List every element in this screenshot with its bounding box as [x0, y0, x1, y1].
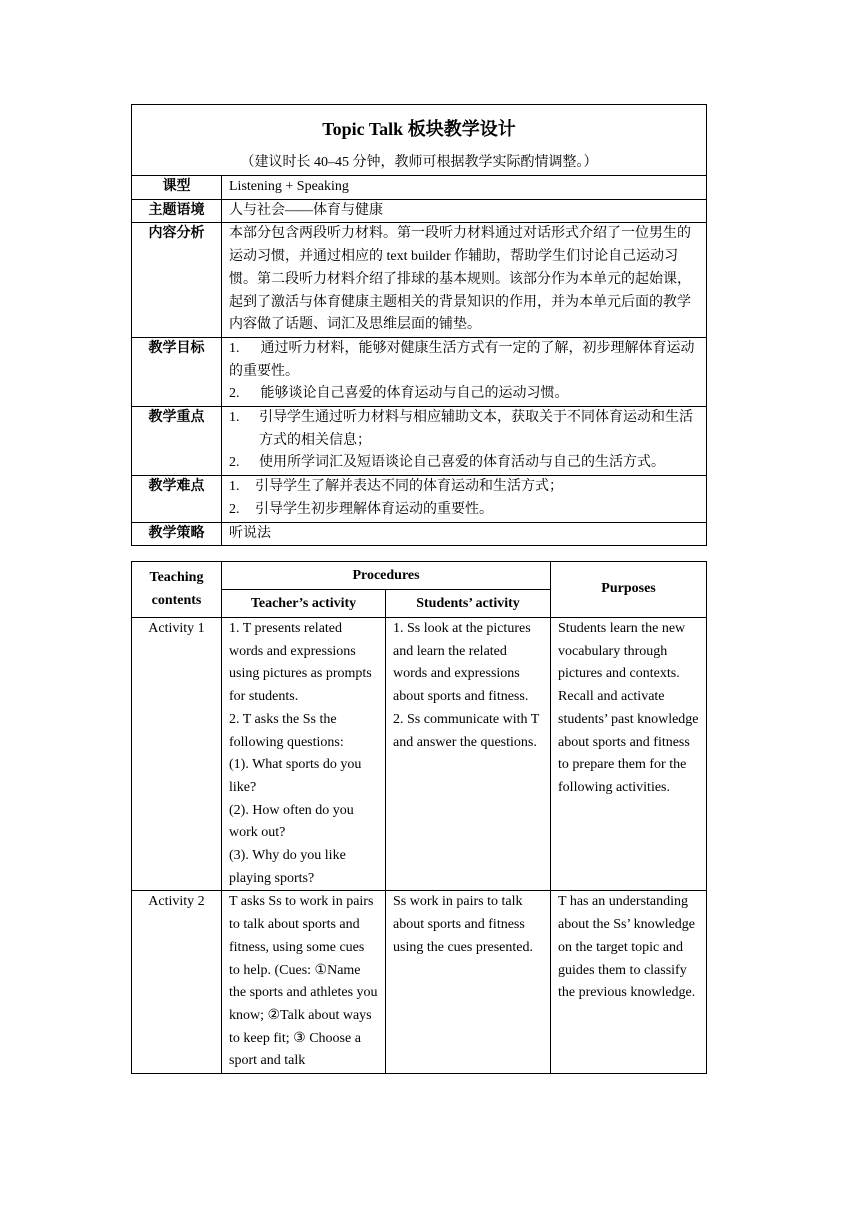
key-point-number: 2.: [229, 455, 240, 471]
key-point-item: [229, 452, 699, 475]
key-points-label: 教学重点: [132, 407, 222, 476]
teacher-question: (3). Why do you like playing sports?: [229, 848, 346, 886]
students-activity-cell: [386, 891, 551, 1074]
activity-name: Activity 2: [132, 891, 222, 1074]
header-row-1: [132, 562, 707, 590]
course-type-value: Listening + Speaking: [222, 176, 707, 200]
students-activity-header: Students’ activity: [386, 590, 551, 618]
teacher-step: 2. T asks the Ss the following questions:: [229, 711, 344, 750]
key-point-text: 引导学生通过听力材料与相应辅助文本，获取关于不同体育运动和生活方式的相关信息；: [259, 410, 693, 448]
objectives-list: [229, 338, 699, 406]
objectives-row: [132, 337, 707, 406]
teacher-activity-header: Teacher’s activity: [222, 590, 386, 618]
analysis-value: 本部分包含两段听力材料。第一段听力材料通过对话形式介绍了一位男生的运动习惯，并通过相应的 text builder 作辅助，帮助学生们讨论自己运动习惯。第二段听力材料介绍了排球的基本规则。该部分作为本单元的起始课，起到了激活与体育健康主题相关的背景知识的作用，并为本单元后面的教学内容做了话题、词汇及思维层面的铺垫。: [222, 223, 707, 338]
course-type-label: 课型: [132, 176, 222, 200]
teacher-activity-cell: [222, 618, 386, 891]
key-points-cell: [222, 407, 707, 476]
analysis-row: [132, 223, 707, 338]
theme-row: [132, 199, 707, 223]
objective-number: 1.: [229, 340, 240, 356]
duration-note: （建议时长 40–45 分钟，教师可根据教学实际酌情调整。）: [240, 155, 598, 170]
key-point-text: 使用所学词汇及短语谈论自己喜爱的体育活动与自己的生活方式。: [259, 455, 665, 471]
lesson-design-table: [131, 104, 707, 546]
difficulties-label: 教学难点: [132, 476, 222, 522]
objectives-cell: [222, 337, 707, 406]
objective-number: 2.: [229, 386, 240, 402]
key-point-number: 1.: [229, 410, 240, 426]
students-step: 2. Ss communicate with T and answer the questions.: [393, 711, 540, 750]
procedures-header: Procedures: [222, 562, 551, 590]
theme-value: 人与社会——体育与健康: [222, 199, 707, 223]
difficulties-row: [132, 476, 707, 522]
course-type-row: [132, 176, 707, 200]
difficulty-item: [229, 499, 699, 522]
title-row: [132, 105, 707, 176]
teacher-question: (2). How often do you work out?: [229, 802, 354, 841]
objective-item: [229, 383, 699, 406]
key-point-item: [229, 407, 699, 452]
table-row: [132, 618, 707, 891]
objective-item: [229, 338, 699, 383]
difficulties-list: [229, 476, 699, 521]
students-step: 1. Ss look at the pictures and learn the related words and expressions about sports and fitness.: [393, 621, 531, 705]
document-title: Topic Talk 板块教学设计: [322, 119, 516, 139]
objective-text: 通过听力材料，能够对健康生活方式有一定的了解，初步理解体育运动的重要性。: [229, 340, 695, 379]
difficulty-item: [229, 476, 699, 499]
difficulty-text: 引导学生了解并表达不同的体育运动和生活方式；: [255, 479, 563, 495]
teacher-step: T asks Ss to work in pairs to talk about sports and fitness, using some cues to help. (Cues: ①Name the sports and athletes you know; ②Talk about ways to keep fit; ③ Choose a sport and talk: [229, 894, 378, 1069]
activity-name: Activity 1: [132, 618, 222, 891]
students-activity-cell: [386, 618, 551, 891]
difficulty-number: 2.: [229, 501, 240, 517]
purpose-cell: T has an understanding about the Ss’ knowledge on the target topic and guides them to classify the previous knowledge.: [551, 891, 707, 1074]
title-cell: [132, 105, 707, 176]
teacher-activity-cell: [222, 891, 386, 1074]
students-step: Ss work in pairs to talk about sports and fitness using the cues presented.: [393, 894, 533, 955]
procedures-table: [131, 561, 707, 1074]
purposes-header: Purposes: [551, 562, 707, 618]
objectives-label: 教学目标: [132, 337, 222, 406]
difficulty-number: 1.: [229, 479, 240, 495]
teacher-question: (1). What sports do you like?: [229, 757, 362, 795]
teacher-step: 1. T presents related words and expressions using pictures as prompts for students.: [229, 621, 372, 705]
key-points-list: [229, 407, 699, 475]
strategy-value: 听说法: [222, 522, 707, 546]
table-row: [132, 891, 707, 1074]
theme-label: 主题语境: [132, 199, 222, 223]
strategy-row: [132, 522, 707, 546]
difficulties-cell: [222, 476, 707, 522]
objective-text: 能够谈论自己喜爱的体育运动与自己的运动习惯。: [260, 386, 569, 402]
purpose-cell: Students learn the new vocabulary through pictures and contexts. Recall and activate students’ past knowledge about sports and fitness to prepare them for the following activities.: [551, 618, 707, 891]
key-points-row: [132, 407, 707, 476]
difficulty-text: 引导学生初步理解体育运动的重要性。: [255, 501, 493, 517]
strategy-label: 教学策略: [132, 522, 222, 546]
analysis-label: 内容分析: [132, 223, 222, 338]
teaching-contents-header: Teaching contents: [132, 562, 222, 618]
